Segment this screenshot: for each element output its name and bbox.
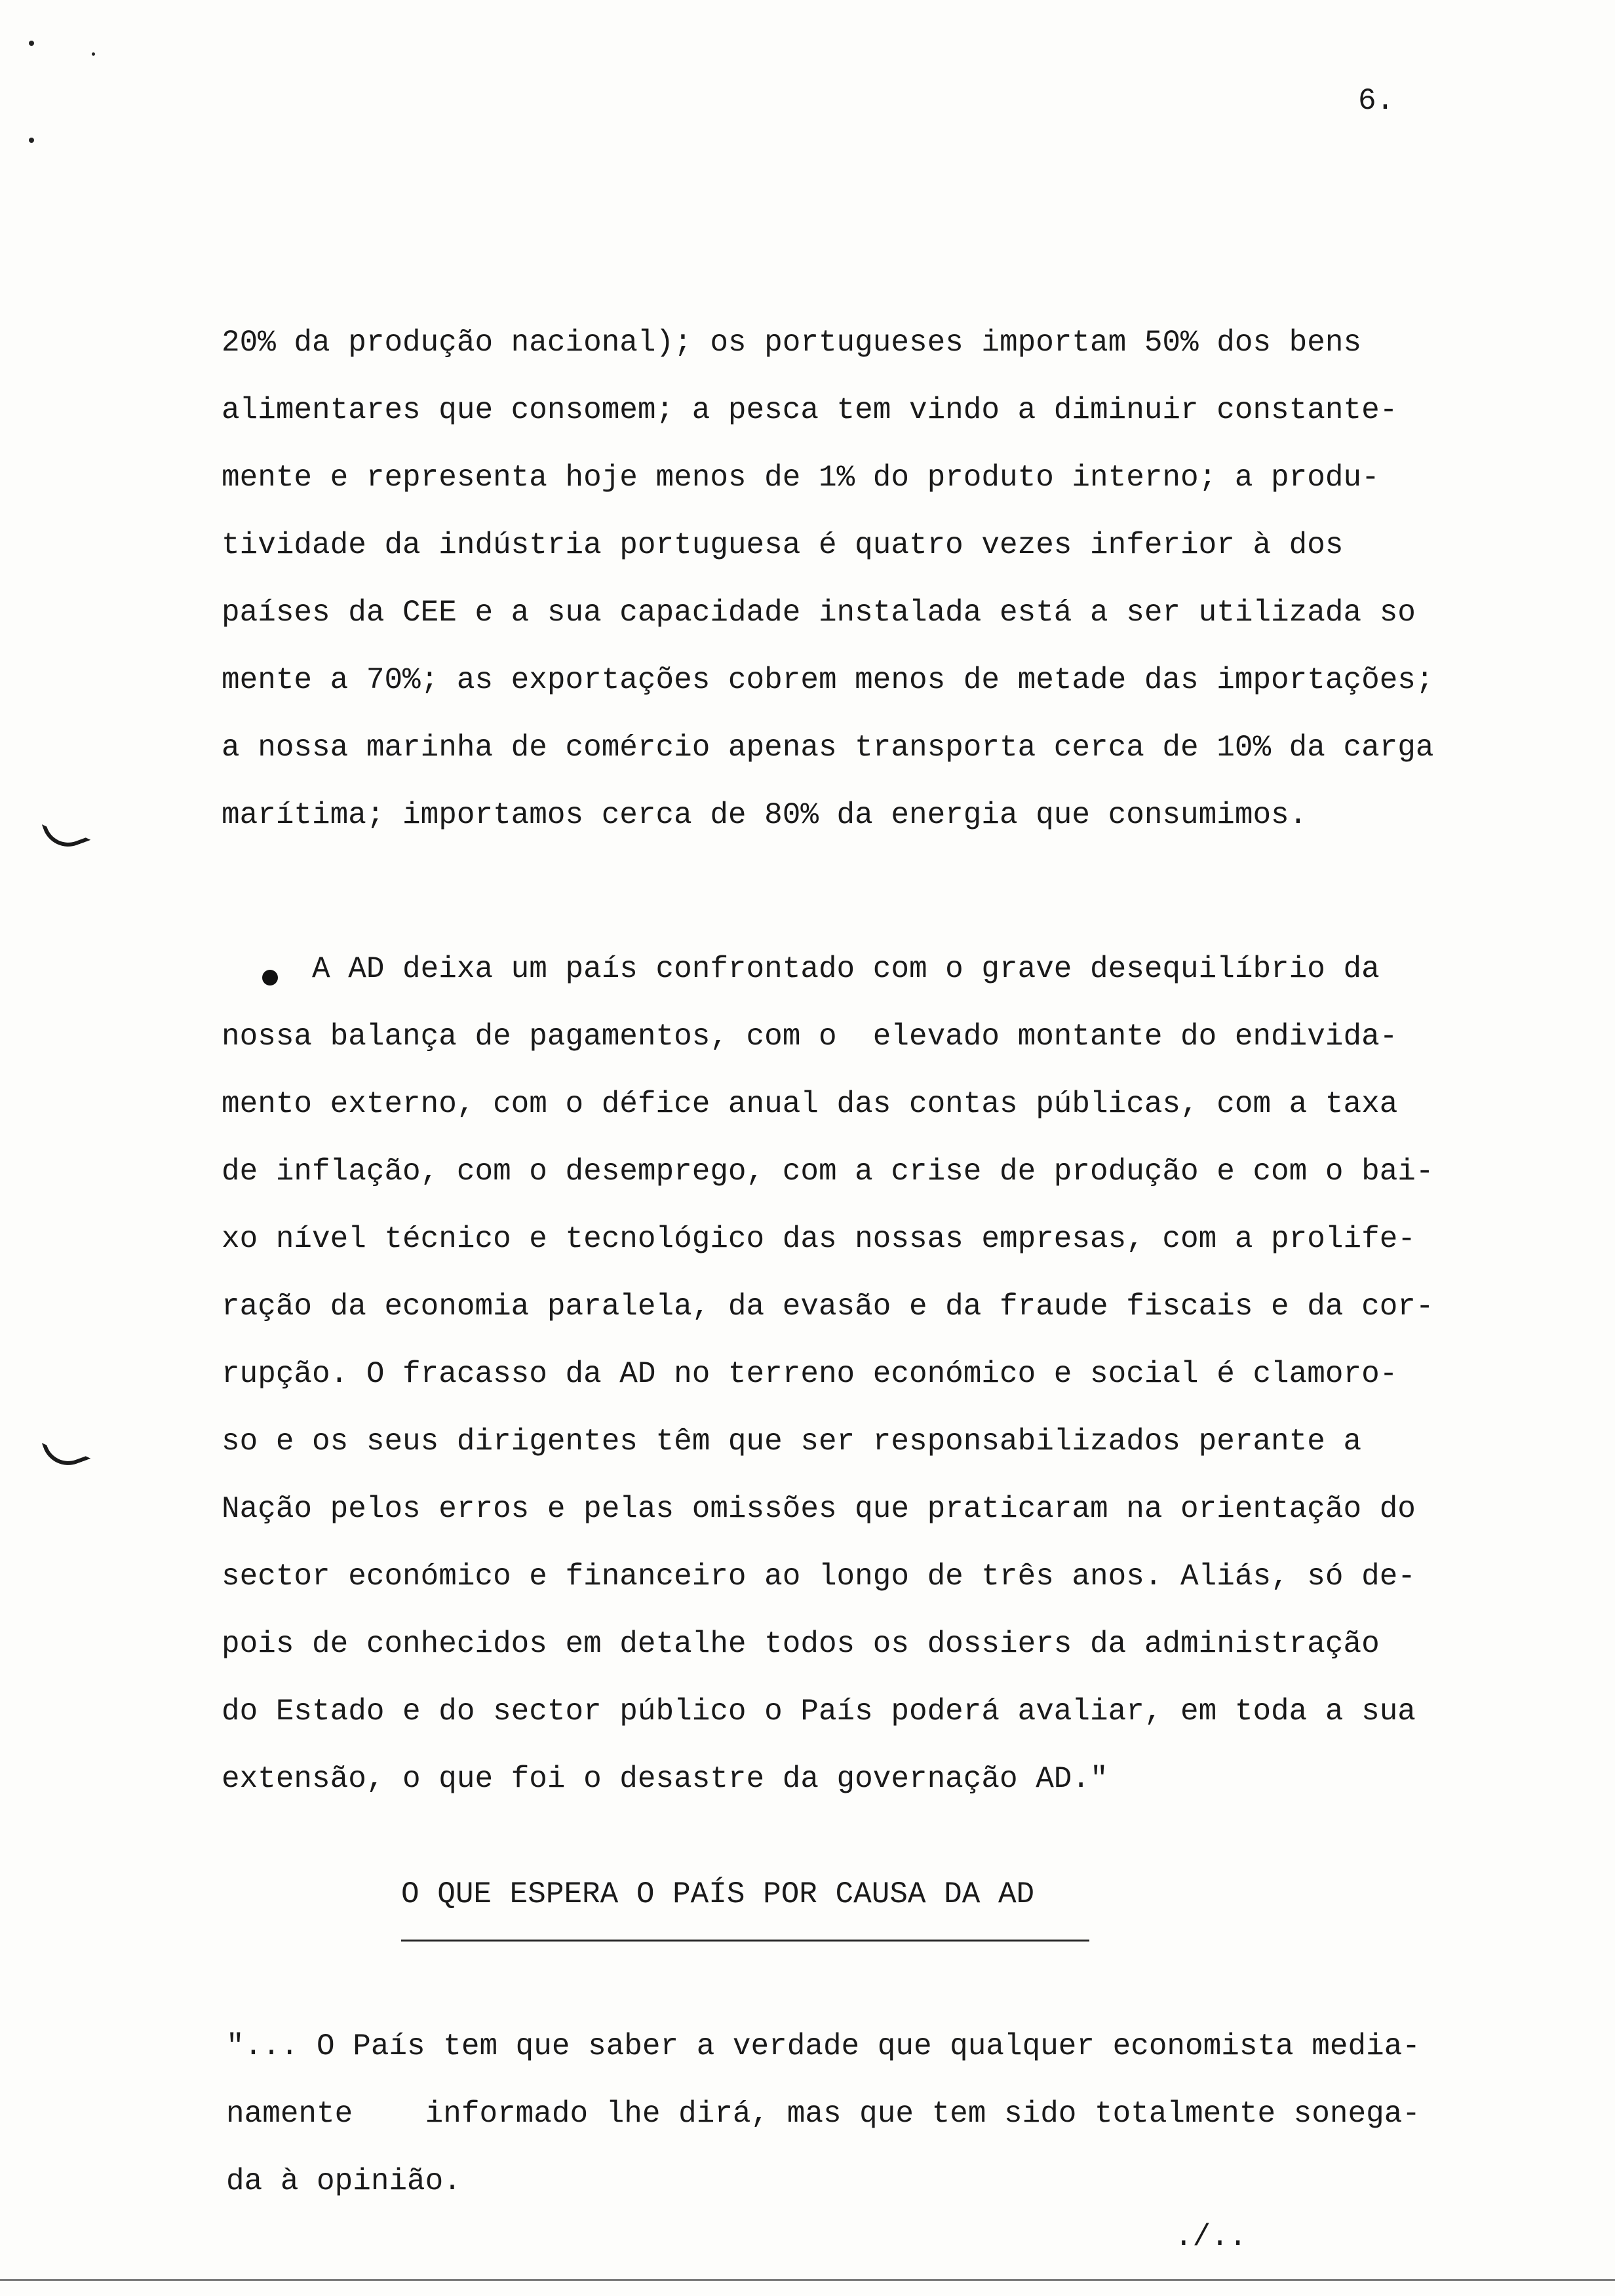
margin-speck (29, 138, 34, 143)
text-line: alimentares que consomem; a pesca tem vindo a diminuir constante- (222, 393, 1398, 427)
text-line: "... O País tem que saber a verdade que qualquer economista media- (226, 2029, 1420, 2063)
text-line: extensão, o que foi o desastre da governação AD." (222, 1762, 1108, 1796)
section-heading: O QUE ESPERA O PAÍS POR CAUSA DA AD (401, 1877, 1035, 1911)
margin-speck (29, 41, 34, 46)
text-line: 20% da produção nacional); os portugueses importam 50% dos bens (222, 326, 1362, 360)
heading-underline (401, 1940, 1089, 1942)
page-bottom-edge (0, 2279, 1615, 2281)
text-line: a nossa marinha de comércio apenas transporta cerca de 10% da carga (222, 731, 1434, 765)
text-line: mento externo, com o défice anual das contas públicas, com a taxa (222, 1087, 1398, 1121)
text-line: rupção. O fracasso da AD no terreno económico e social é clamoro- (222, 1357, 1398, 1391)
paragraph-statistics (222, 309, 1434, 849)
margin-speck (92, 52, 95, 56)
punch-hole-mark (42, 811, 91, 854)
text-line: Nação pelos erros e pelas omissões que praticaram na orientação do (222, 1492, 1416, 1526)
text-line: so e os seus dirigentes têm que ser responsabilizados perante a (222, 1425, 1362, 1459)
text-line: do Estado e do sector público o País poderá avaliar, em toda a sua (222, 1694, 1416, 1729)
text-line: sector económico e financeiro ao longo de três anos. Aliás, só de- (222, 1559, 1416, 1594)
punch-hole-mark (42, 1429, 91, 1472)
continuation-mark: ./.. (1175, 2220, 1247, 2254)
text-line: A AD deixa um país confrontado com o grave desequilíbrio da (222, 952, 1380, 986)
text-line: ração da economia paralela, da evasão e da fraude fiscais e da cor- (222, 1290, 1434, 1324)
text-line: de inflação, com o desemprego, com a crise de produção e com o bai- (222, 1155, 1434, 1189)
text-line: pois de conhecidos em detalhe todos os dossiers da administração (222, 1627, 1380, 1661)
text-line: mente e representa hoje menos de 1% do produto interno; a produ- (222, 461, 1380, 495)
text-line: xo nível técnico e tecnológico das nossas empresas, com a prolife- (222, 1222, 1416, 1256)
text-line: tividade da indústria portuguesa é quatro vezes inferior à dos (222, 528, 1344, 562)
text-line: países da CEE e a sua capacidade instalada está a ser utilizada so (222, 596, 1416, 630)
page-number: 6. (1358, 84, 1395, 118)
text-line: marítima; importamos cerca de 80% da energia que consumimos. (222, 798, 1308, 832)
text-line: namente informado lhe dirá, mas que tem sido totalmente sonega- (226, 2097, 1420, 2131)
text-line: nossa balança de pagamentos, com o elevado montante do endivida- (222, 1020, 1398, 1054)
text-line: da à opinião. (226, 2164, 461, 2198)
text-line: mente a 70%; as exportações cobrem menos de metade das importações; (222, 663, 1434, 697)
paragraph-ad-legacy (222, 936, 1434, 1813)
paragraph-quote (226, 2013, 1420, 2215)
